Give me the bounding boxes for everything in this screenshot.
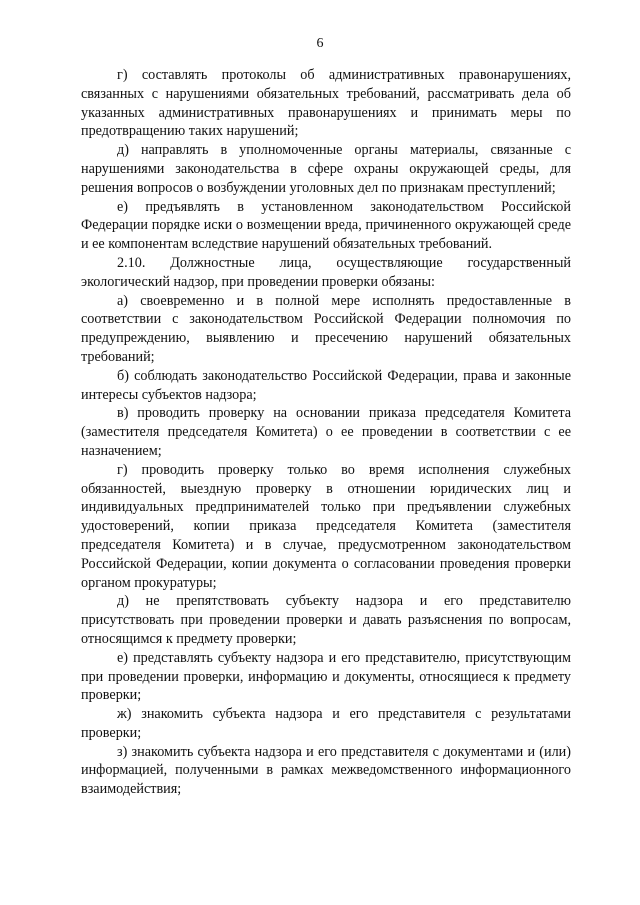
document-body [81, 66, 571, 799]
paragraph-zh-results: ж) знакомить субъекта надзора и его представителя с результатами проверки; [81, 706, 571, 741]
paragraph-2-10-heading: 2.10. Должностные лица, осуществляющие государственный экологический надзор, при проведении проверки обязаны: [81, 254, 571, 290]
paragraph-g-inspection: г) проводить проверку только во время исполнения служебных обязанностей, выездную проверку в отношении юридических лиц и индивидуальных предпринимателей только при предъявлении служебных удостоверений, копии приказа председателя Комитета (заместителя председателя Комитета) и в случае, предусмотренном законодательством Российской Федерации, копии документа о согласовании проведения проверки органом прокуратуры; [81, 461, 571, 591]
paragraph-g-protocols: г) составлять протоколы об административных правонарушениях, связанных с нарушениями обязательных требований, рассматривать дела об указанных административных правонарушениях и принимать меры по предотвращению таких нарушений; [81, 67, 571, 140]
paragraph-d-materials: д) направлять в уполномоченные органы материалы, связанные с нарушениями законодательства в сфере охраны окружающей среды, для решения вопросов о возбуждении уголовных дел по признакам преступлений; [81, 142, 571, 196]
paragraph-b-comply: б) соблюдать законодательство Российской Федерации, права и законные интересы субъектов надзора; [81, 367, 571, 403]
paragraph-v-order: в) проводить проверку на основании приказа председателя Комитета (заместителя председателя Комитета) о ее проведении в соответствии с ее назначением; [81, 405, 571, 459]
paragraph-e-provide-info: е) представлять субъекту надзора и его представителю, присутствующим при проведении проверки, информацию и документы, относящиеся к предмету проверки; [81, 649, 571, 704]
paragraph-d-not-obstruct: д) не препятствовать субъекту надзора и его представителю присутствовать при проведении проверки и давать разъяснения по вопросам, относящимся к предмету проверки; [81, 593, 571, 647]
paragraph-z-documents: з) знакомить субъекта надзора и его представителя с документами и (или) информацией, полученными в рамках межведомственного информационного взаимодействия; [81, 743, 571, 798]
paragraph-a-duties: а) своевременно и в полной мере исполнять предоставленные в соответствии с законодательством Российской Федерации полномочия по предупреждению, выявлению и пресечению нарушений обязательных требований; [81, 292, 571, 365]
page-number: 6 [316, 36, 324, 51]
paragraph-e-claims: е) предъявлять в установленном законодательством Российской Федерации порядке иски о возмещении вреда, причиненного окружающей среде и ее компонентам вследствие нарушений обязательных требований. [81, 198, 571, 253]
